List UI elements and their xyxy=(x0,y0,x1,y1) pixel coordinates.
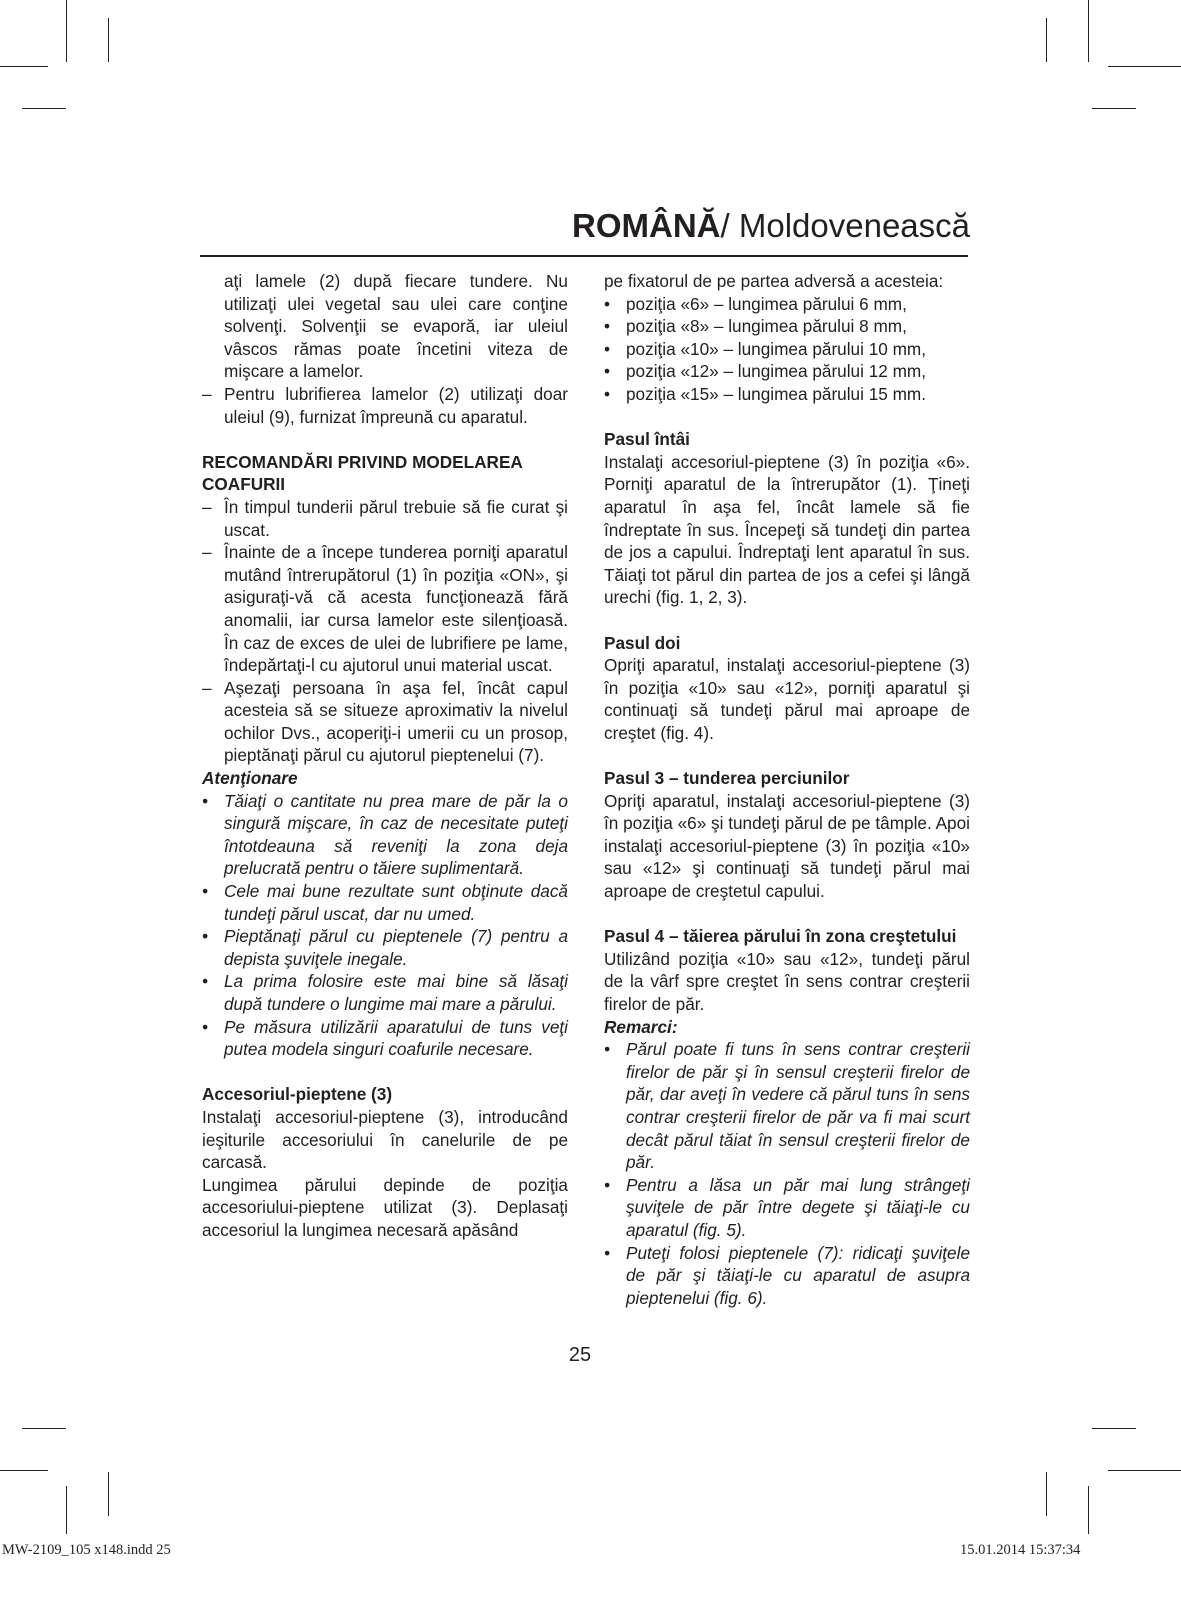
list-item-text: Pieptănaţi părul cu pieptenele (7) pentru a depista şuviţele inegale. xyxy=(224,926,568,969)
bullet-marker: • xyxy=(604,1174,611,1195)
paragraph: Opriţi aparatul, instalaţi accesoriul-pieptene (3) în poziţia «10» sau «12», porniţi aparatul şi continuaţi să tundeţi părul mai aproape de creştet (fig. 4). xyxy=(604,655,970,743)
crop-mark xyxy=(1092,1428,1136,1429)
bullet-marker: • xyxy=(202,971,209,992)
crop-mark xyxy=(0,1470,48,1471)
list-item xyxy=(604,383,970,406)
list-item xyxy=(604,360,970,383)
crop-mark xyxy=(1088,1486,1089,1534)
list-item xyxy=(202,1016,568,1061)
paragraph: Lungimea părului depinde de poziţia accesoriului-pieptene utilizat (3). Deplasaţi accesoriul la lungimea necesară apăsând xyxy=(202,1174,568,1240)
crop-mark xyxy=(1092,108,1136,109)
slug-timestamp: 15.01.2014 15:37:34 xyxy=(960,1542,1081,1558)
bullet-marker: • xyxy=(604,293,611,314)
bullet-marker: • xyxy=(202,881,209,902)
list-item xyxy=(202,790,568,880)
list-item xyxy=(202,270,568,383)
bullet-marker: • xyxy=(604,383,611,404)
bullet-marker: • xyxy=(202,1016,209,1037)
section-heading: Accesoriul-pieptene (3) xyxy=(202,1084,393,1105)
list-item xyxy=(604,1174,970,1242)
list-item-text: Tăiaţi o cantitate nu prea mare de păr la o singură mişcare, în caz de necesitate puteţi întotdeauna să reveniţi la zona deja prelucrată pentru o tăiere suplimentară. xyxy=(224,790,568,879)
paragraph: Opriţi aparatul, instalaţi accesoriul-pieptene (3) în poziţia «6» şi tundeţi părul de pe tâmple. Apoi instalaţi accesoriul-pieptene (3) în poziţia «10» sau «12» şi continuaţi să tundeţi părul mai aproape de creştetul capului. xyxy=(604,790,970,902)
header-language-bold: ROMÂNĂ xyxy=(572,207,721,244)
list-item-text: poziţia «8» – lungimea părului 8 mm, xyxy=(626,316,907,337)
crop-mark xyxy=(66,0,67,62)
list-item-text: Aşezaţi persoana în aşa fel, încât capul acesteia să se situeze aproximativ la nivelul ochilor Dvs., acoperiţi-i umerii cu un prosop, pieptănaţi părul cu ajutorul pieptenelui (7). xyxy=(224,677,568,766)
section-heading: Pasul 4 – tăierea părului în zona creştetului xyxy=(604,926,957,947)
list-item-text: La prima folosire este mai bine să lăsaţi după tundere o lungime mai mare a părului. xyxy=(224,971,568,1014)
list-item-text: Cele mai bune rezultate sunt obţinute dacă tundeţi părul uscat, dar nu umed. xyxy=(224,881,568,924)
bullet-marker: • xyxy=(604,338,611,359)
dash-marker: – xyxy=(202,383,212,404)
crop-mark xyxy=(1088,0,1089,62)
crop-mark xyxy=(1108,66,1181,67)
list-item-text: poziţia «12» – lungimea părului 12 mm, xyxy=(626,361,927,382)
list-item xyxy=(604,338,970,361)
bullet-marker: • xyxy=(604,1039,611,1060)
dash-marker: – xyxy=(202,496,212,517)
section-heading: Pasul doi xyxy=(604,632,681,653)
list-item-text: Înainte de a începe tunderea porniţi aparatul mutând întrerupătorul (1) în poziţia «ON», şi asiguraţi-vă că acesta funcţionează fără anomalii, iar cursa lamelor este silenţioasă. În caz de exces de ulei de lubrifiere pe lame, îndepărtaţi-l cu ajutorul unui material uscat. xyxy=(224,542,568,676)
list-item xyxy=(202,880,568,925)
list-item xyxy=(604,1242,970,1310)
bullet-marker: • xyxy=(604,1242,611,1263)
remarks-heading: Remarci: xyxy=(604,1016,678,1037)
bullet-marker: • xyxy=(604,361,611,382)
paragraph: pe fixatorul de pe partea adversă a acesteia: xyxy=(604,271,944,291)
bullet-marker: • xyxy=(202,790,209,811)
dash-marker: – xyxy=(202,677,212,698)
section-heading: Pasul 3 – tunderea perciunilor xyxy=(604,768,850,789)
list-item xyxy=(202,496,568,541)
list-item-text: poziţia «6» – lungimea părului 6 mm, xyxy=(626,293,907,314)
list-item-text: În timpul tunderii părul trebuie să fie curat şi uscat. xyxy=(224,496,568,540)
list-item xyxy=(202,541,568,677)
crop-mark xyxy=(22,1428,66,1429)
list-item-text: poziţia «15» – lungimea părului 15 mm. xyxy=(626,383,927,404)
list-item-text: Pe măsura utilizării aparatului de tuns veţi putea modela singuri coafurile necesare. xyxy=(224,1016,568,1060)
list-item xyxy=(202,925,568,970)
paragraph: Instalaţi accesoriul-pieptene (3), introducând ieşiturile accesoriului în canelurile de pe carcasă. xyxy=(202,1106,568,1173)
crop-mark xyxy=(0,66,48,67)
list-item xyxy=(604,315,970,338)
crop-mark xyxy=(108,1472,109,1516)
crop-mark xyxy=(108,18,109,62)
list-item-text: Părul poate fi tuns în sens contrar creşterii firelor de păr şi în sensul creşterii firelor de păr, dar aveţi în vedere că părul tuns în sens contrar creşterii firelor de păr va fi mai scurt decât părul tăiat în sensul creşterii firelor de păr. xyxy=(626,1039,970,1173)
crop-mark xyxy=(22,108,66,109)
warning-heading: Atenţionare xyxy=(202,768,298,789)
list-item xyxy=(604,1038,970,1174)
list-item-text: Puteţi folosi pieptenele (7): ridicaţi şuviţele de păr şi tăiaţi-le cu aparatul de asupra pieptenelui (fig. 6). xyxy=(626,1242,970,1308)
slug-file-info: MW-2109_105 x148.indd 25 xyxy=(2,1542,171,1558)
list-item-text: aţi lamele (2) după fiecare tundere. Nu utilizaţi ulei vegetal sau ulei care conţine solvenţi. Solvenţii se evaporă, iar uleiul vâscos rămas poate încetini viteza de mişcare a lamelor. xyxy=(224,271,568,382)
paragraph: Utilizând poziţia «10» sau «12», tundeţi părul de la vârf spre creştet în sens contrar creşterii firelor de păr. xyxy=(604,948,970,1014)
list-item-text: Pentru lubrifierea lamelor (2) utilizaţi doar uleiul (9), furnizat împreună cu aparatul. xyxy=(224,383,568,427)
right-column xyxy=(604,270,970,1309)
list-item-text: Pentru a lăsa un păr mai lung strângeţi şuviţele de păr între degete şi tăiaţi-le cu aparatul (fig. 5). xyxy=(626,1174,970,1240)
bullet-marker: • xyxy=(202,926,209,947)
crop-mark xyxy=(1108,1470,1181,1471)
paragraph: Instalaţi accesoriul-pieptene (3) în poziţia «6». Porniţi aparatul de la întrerupător (1). Ţineţi aparatul în aşa fel, încât lamele să fie îndreptate în sus. Începeţi să tundeţi din partea de jos a capului. Îndreptaţi lent aparatul în sus. Tăiaţi tot părul din partea de jos a cefei şi lângă urechi (fig. 1, 2, 3). xyxy=(604,451,970,608)
crop-mark xyxy=(1046,18,1047,62)
header-rule xyxy=(200,255,968,257)
list-item-text: poziţia «10» – lungimea părului 10 mm, xyxy=(626,338,927,359)
list-item xyxy=(202,970,568,1015)
header-language-rest: / Moldovenească xyxy=(720,207,970,244)
crop-mark xyxy=(66,1486,67,1534)
list-item xyxy=(202,677,568,767)
dash-marker: – xyxy=(202,542,212,563)
list-item xyxy=(202,383,568,428)
section-heading: Pasul întâi xyxy=(604,429,690,450)
page-number: 25 xyxy=(568,1344,592,1366)
left-column xyxy=(202,270,568,1242)
section-heading: RECOMANDĂRI PRIVIND MODELAREA COAFURII xyxy=(202,451,523,495)
page-header xyxy=(200,204,970,248)
list-item xyxy=(604,293,970,316)
bullet-marker: • xyxy=(604,316,611,337)
crop-mark xyxy=(1046,1472,1047,1516)
